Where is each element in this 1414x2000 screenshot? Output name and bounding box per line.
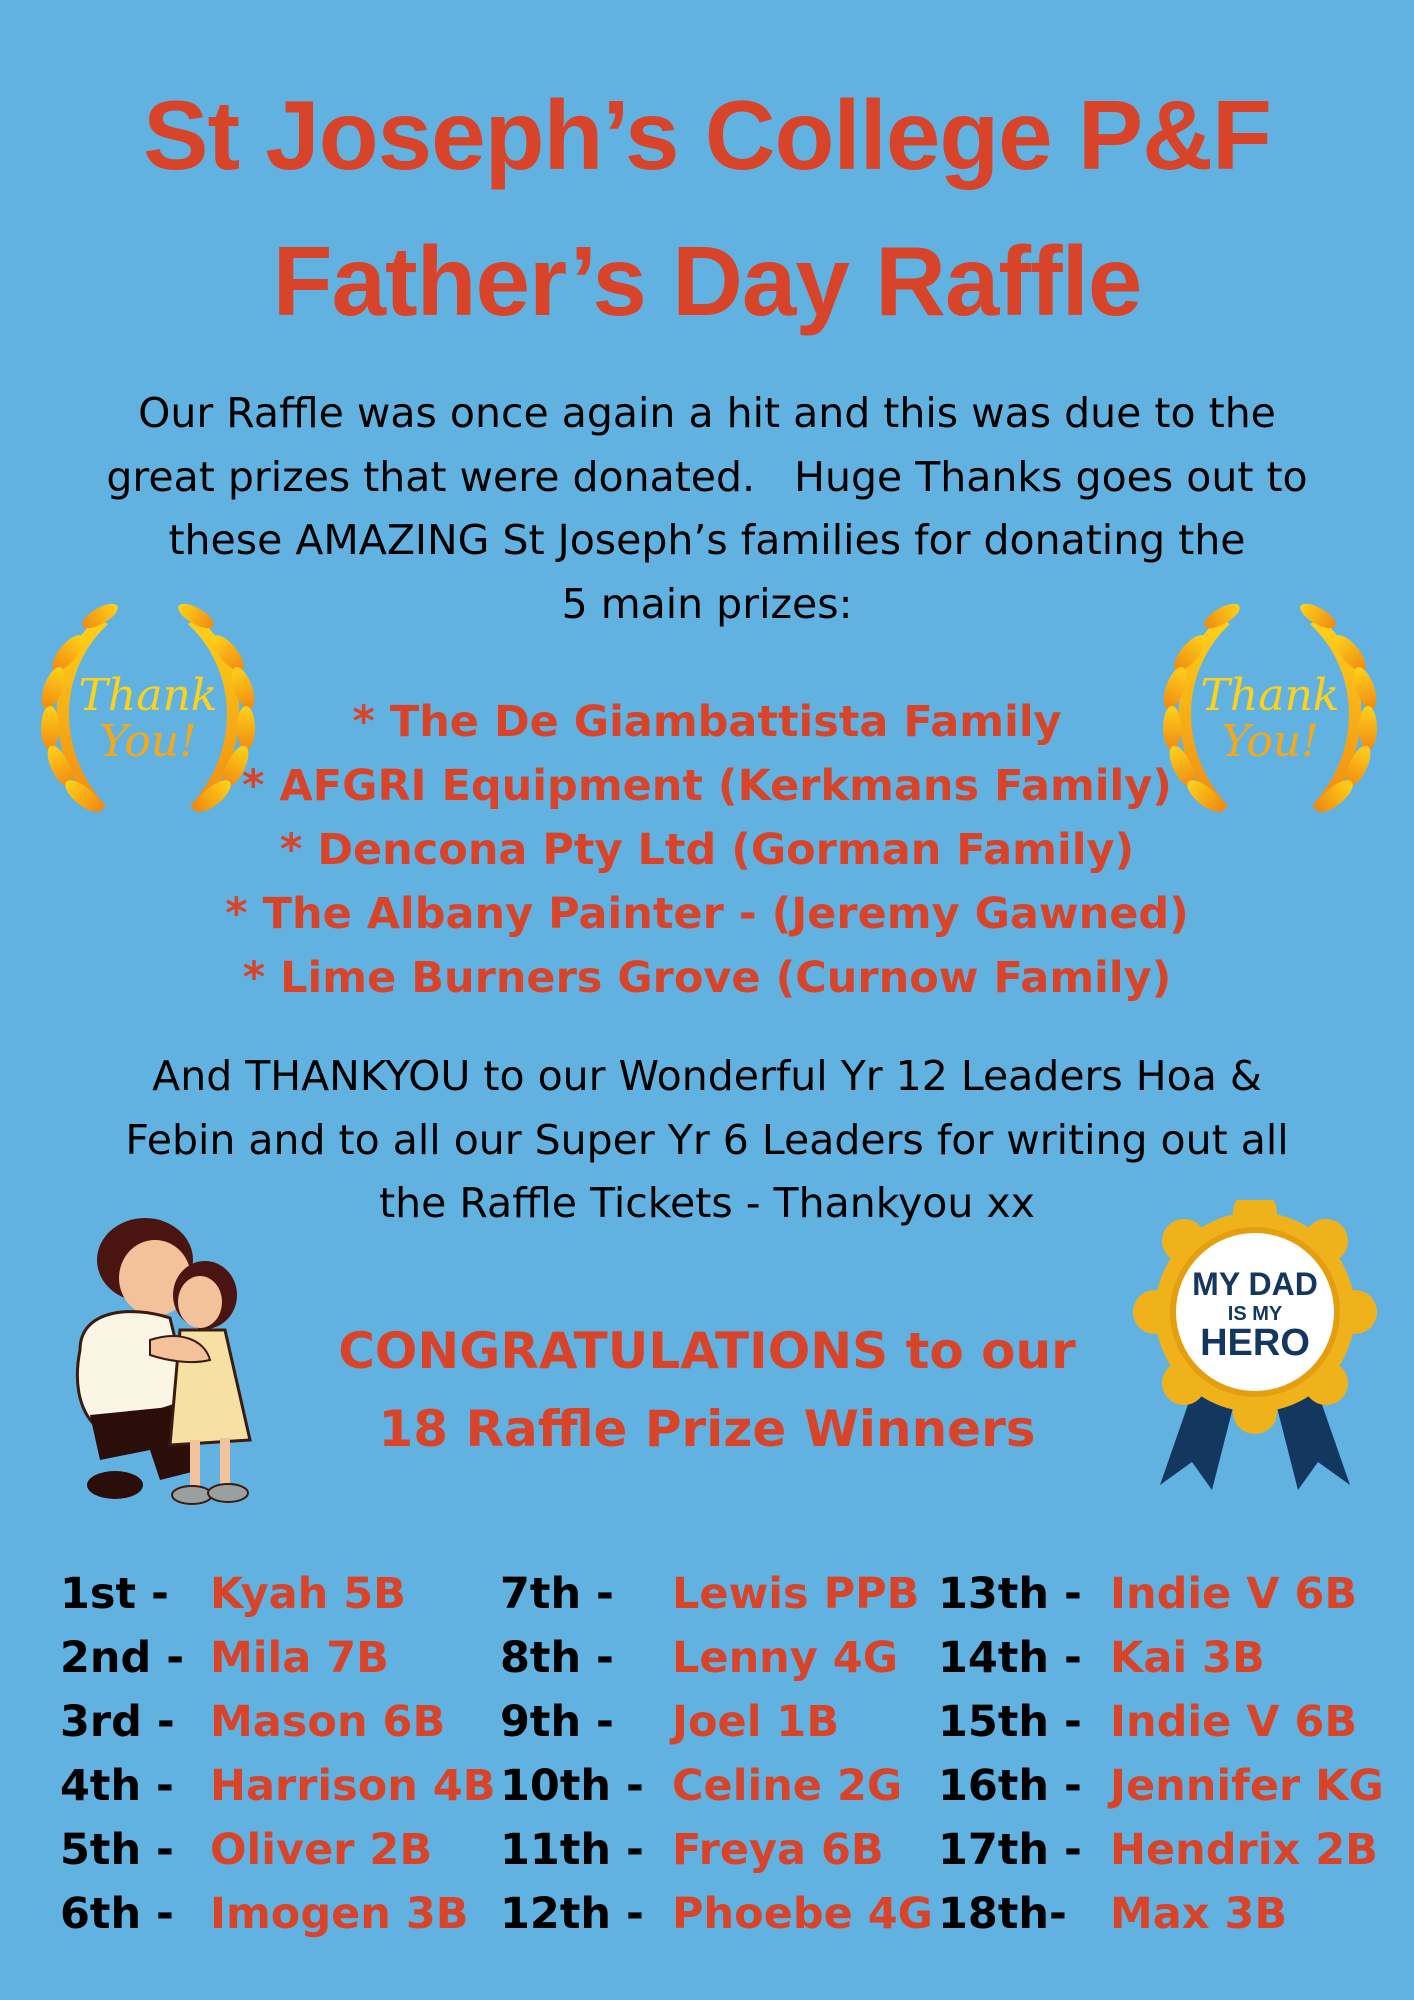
congrats-line-1: CONGRATULATIONS to our [338, 1322, 1076, 1380]
page-title [0, 62, 1414, 354]
intro-line-2: great prizes that were donated. Huge Thanks goes out to [106, 452, 1308, 501]
winner-row [938, 1754, 1384, 1818]
winner-row [500, 1754, 933, 1818]
winner-place: 14th - [938, 1633, 1082, 1683]
winner-place: 6th - [60, 1889, 174, 1939]
winner-place: 8th - [500, 1633, 614, 1683]
winner-row [938, 1626, 1384, 1690]
winner-place: 16th - [938, 1761, 1082, 1811]
winner-place: 11th - [500, 1825, 644, 1875]
winner-name: Mason 6B [210, 1697, 446, 1747]
list-item: * Dencona Pty Ltd (Gorman Family) [279, 825, 1135, 875]
thanks-line-1: And THANKYOU to our Wonderful Yr 12 Leaders Hoa & [152, 1052, 1262, 1100]
hero-line-2: IS MY [1227, 1303, 1283, 1325]
winner-place: 2nd - [60, 1633, 185, 1683]
winner-place: 3rd - [60, 1697, 175, 1747]
winner-row [500, 1626, 933, 1690]
winners-column-1 [60, 1562, 496, 1946]
winner-name: Freya 6B [672, 1825, 884, 1875]
winner-place: 9th - [500, 1697, 614, 1747]
winner-name: Jennifer KG [1110, 1761, 1384, 1811]
thanks-line-2: Febin and to all our Super Yr 6 Leaders for writing out all [125, 1115, 1289, 1164]
winner-name: Lewis PPB [672, 1569, 920, 1619]
list-item: * Lime Burners Grove (Curnow Family) [242, 953, 1172, 1003]
winner-name: Oliver 2B [210, 1825, 433, 1875]
winner-row [938, 1562, 1384, 1626]
thank-text: Thank [78, 670, 218, 721]
winner-name: Mila 7B [210, 1633, 389, 1683]
winner-place: 18th- [938, 1889, 1067, 1939]
you-text: You! [99, 716, 197, 767]
winner-name: Joel 1B [672, 1697, 840, 1747]
winners-column-2 [500, 1562, 933, 1946]
winner-row [938, 1818, 1384, 1882]
winner-name: Max 3B [1110, 1889, 1288, 1939]
winner-row [60, 1818, 496, 1882]
list-item: * The Albany Painter - (Jeremy Gawned) [225, 889, 1189, 939]
dad-hugging-daughter-illustration [40, 1200, 270, 1520]
intro-line-4: 5 main prizes: [561, 579, 853, 628]
congratulations-heading [260, 1312, 1154, 1468]
winner-row [60, 1754, 496, 1818]
hero-line-3: HERO [1200, 1322, 1310, 1364]
winner-name: Hendrix 2B [1110, 1825, 1378, 1875]
winner-name: Indie V 6B [1110, 1697, 1358, 1747]
hero-line-1: MY DAD [1192, 1266, 1318, 1302]
winner-place: 4th - [60, 1761, 174, 1811]
winner-name: Imogen 3B [210, 1889, 469, 1939]
winner-row [500, 1818, 933, 1882]
winner-row [500, 1882, 933, 1946]
winner-place: 1st - [60, 1569, 169, 1619]
winner-row [60, 1882, 496, 1946]
title-line-2: Father’s Day Raffle [272, 226, 1142, 336]
winner-place: 10th - [500, 1761, 644, 1811]
thank-text: Thank [1200, 670, 1340, 721]
winner-row [500, 1562, 933, 1626]
donor-list [200, 690, 1214, 1010]
winner-row [60, 1626, 496, 1690]
thanks-line-3: the Raffle Tickets - Thankyou xx [379, 1179, 1035, 1227]
intro-line-1: Our Raffle was once again a hit and this was due to the [138, 389, 1276, 437]
winner-name: Kyah 5B [210, 1569, 406, 1619]
title-line-1: St Joseph’s College P&F [143, 80, 1271, 190]
winner-name: Harrison 4B [210, 1761, 496, 1811]
winner-place: 7th - [500, 1569, 614, 1619]
winner-row [60, 1690, 496, 1754]
winner-row [938, 1690, 1384, 1754]
winner-row [60, 1562, 496, 1626]
list-item: * AFGRI Equipment (Kerkmans Family) [242, 761, 1172, 811]
winner-row [938, 1882, 1384, 1946]
winner-place: 12th - [500, 1889, 644, 1939]
winners-column-3 [938, 1562, 1384, 1946]
intro-line-3: these AMAZING St Joseph’s families for donating the [168, 516, 1246, 564]
winner-place: 13th - [938, 1569, 1082, 1619]
winner-place: 17th - [938, 1825, 1082, 1875]
winner-name: Lenny 4G [672, 1633, 899, 1683]
winner-row [500, 1690, 933, 1754]
winner-name: Indie V 6B [1110, 1569, 1358, 1619]
you-text: You! [1221, 716, 1319, 767]
list-item: * The De Giambattista Family [352, 697, 1062, 747]
winner-name: Celine 2G [672, 1761, 903, 1811]
winner-place: 15th - [938, 1697, 1082, 1747]
winner-place: 5th - [60, 1825, 174, 1875]
congrats-line-2: 18 Raffle Prize Winners [378, 1400, 1036, 1458]
my-dad-is-my-hero-badge-icon [1130, 1200, 1380, 1490]
winner-name: Kai 3B [1110, 1633, 1265, 1683]
winner-name: Phoebe 4G [672, 1889, 933, 1939]
